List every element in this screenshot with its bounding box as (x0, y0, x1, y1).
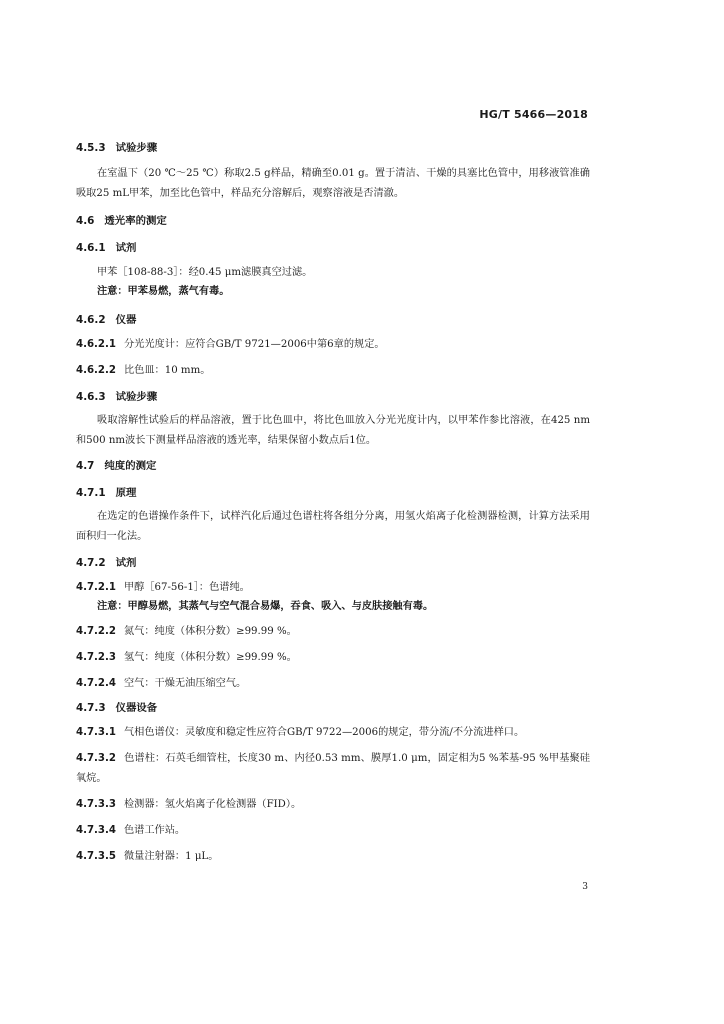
section-title: 透光率的测定 (104, 215, 167, 227)
section-4-5-3-text: 在室温下（20 ℃～25 ℃）称取2.5 g样品，精确至0.01 g。置于清洁、干燥的具塞比色管中，用移液管准确吸取25 mL甲苯，加至比色管中，样品充分溶解后，观察溶液是否清澈。 (76, 168, 590, 199)
item-number: 4.7.3.5 (76, 851, 116, 862)
section-4-6-1-warning: 注意：甲苯易燃，蒸气有毒。 (97, 286, 230, 297)
item-4-7-3-4 (76, 821, 590, 841)
item-text: 气相色谱仪：灵敏度和稳定性应符合GB/T 9722—2006的规定，带分流/不分流进样口。 (123, 727, 525, 738)
item-4-7-3-2 (76, 749, 590, 789)
item-number: 4.6.2.2 (76, 365, 116, 376)
section-4-7-1-heading (76, 485, 590, 501)
item-number: 4.7.2.1 (76, 582, 116, 593)
section-4-6-2-heading (76, 312, 590, 328)
item-4-7-2-1-warning: 注意：甲醇易燃，其蒸气与空气混合易爆，吞食、吸入、与皮肤接触有毒。 (97, 601, 434, 612)
section-4-7-1-text: 在选定的色谱操作条件下，试样汽化后通过色谱柱将各组分分离，用氢火焰离子化检测器检测，计算方法采用面积归一化法。 (76, 511, 590, 542)
section-4-6-3-text: 吸取溶解性试验后的样品溶液，置于比色皿中，将比色皿放入分光光度计内，以甲苯作参比溶液，在425 nm和500 nm波长下测量样品溶液的透光率，结果保留小数点后1位。 (76, 415, 590, 446)
section-number: 4.7.2 (76, 557, 106, 569)
item-text: 检测器：氢火焰离子化检测器（FID）。 (123, 799, 302, 810)
section-title: 试剂 (115, 557, 137, 569)
item-number: 4.7.3.4 (76, 825, 116, 836)
section-title: 仪器 (115, 314, 137, 326)
section-title: 仪器设备 (115, 702, 158, 714)
section-4-7-heading (76, 458, 590, 474)
item-4-7-2-4 (76, 674, 590, 694)
section-4-6-heading (76, 213, 590, 229)
section-title: 试剂 (115, 242, 137, 254)
item-number: 4.7.2.4 (76, 678, 116, 689)
item-text: 微量注射器：1 μL。 (123, 851, 219, 862)
item-4-7-2-3 (76, 648, 590, 668)
item-text: 分光光度计：应符合GB/T 9721—2006中第6章的规定。 (123, 339, 385, 350)
section-number: 4.5.3 (76, 142, 106, 154)
item-number: 4.7.2.2 (76, 626, 116, 637)
section-title: 试验步骤 (115, 142, 158, 154)
section-number: 4.7.1 (76, 487, 106, 499)
section-title: 纯度的测定 (104, 460, 157, 472)
item-text: 氮气：纯度（体积分数）≥99.99 %。 (123, 626, 297, 637)
item-number: 4.7.3.2 (76, 753, 116, 764)
section-4-6-3-heading (76, 389, 590, 405)
item-text: 甲醇［67-56-1］：色谱纯。 (123, 582, 250, 593)
section-number: 4.6.1 (76, 242, 106, 254)
section-4-6-1-heading (76, 240, 590, 256)
item-text: 色谱工作站。 (123, 825, 186, 836)
section-title: 原理 (115, 487, 137, 499)
item-4-6-2-2 (76, 361, 590, 381)
item-number: 4.7.2.3 (76, 652, 116, 663)
item-text: 空气：干燥无油压缩空气。 (123, 678, 247, 689)
section-number: 4.6 (76, 215, 95, 227)
item-4-7-3-1 (76, 723, 590, 743)
item-text: 氢气：纯度（体积分数）≥99.99 %。 (123, 652, 297, 663)
item-4-7-3-3 (76, 795, 590, 815)
item-number: 4.7.3.3 (76, 799, 116, 810)
item-number: 4.7.3.1 (76, 727, 116, 738)
item-4-7-2-2 (76, 622, 590, 642)
item-4-7-2-1 (76, 578, 590, 598)
item-4-7-3-5 (76, 847, 590, 867)
item-text: 色谱柱：石英毛细管柱，长度30 m、内径0.53 mm、膜厚1.0 μm，固定相为5 %苯基-95 %甲基聚硅氧烷。 (76, 753, 590, 784)
standard-code: HG/T 5466—2018 (479, 108, 588, 121)
section-4-7-3-heading (76, 700, 590, 716)
section-title: 试验步骤 (115, 391, 158, 403)
section-4-6-1-text: 甲苯［108-88-3］：经0.45 μm滤膜真空过滤。 (97, 267, 313, 278)
section-number: 4.6.3 (76, 391, 106, 403)
section-number: 4.6.2 (76, 314, 106, 326)
item-number: 4.6.2.1 (76, 339, 116, 350)
section-number: 4.7.3 (76, 702, 106, 714)
item-text: 比色皿：10 mm。 (123, 365, 211, 376)
section-number: 4.7 (76, 460, 95, 472)
section-4-7-2-heading (76, 555, 590, 571)
item-4-6-2-1 (76, 335, 590, 355)
document-body (76, 140, 590, 867)
page-number: 3 (582, 882, 588, 892)
section-4-5-3-heading (76, 140, 590, 156)
